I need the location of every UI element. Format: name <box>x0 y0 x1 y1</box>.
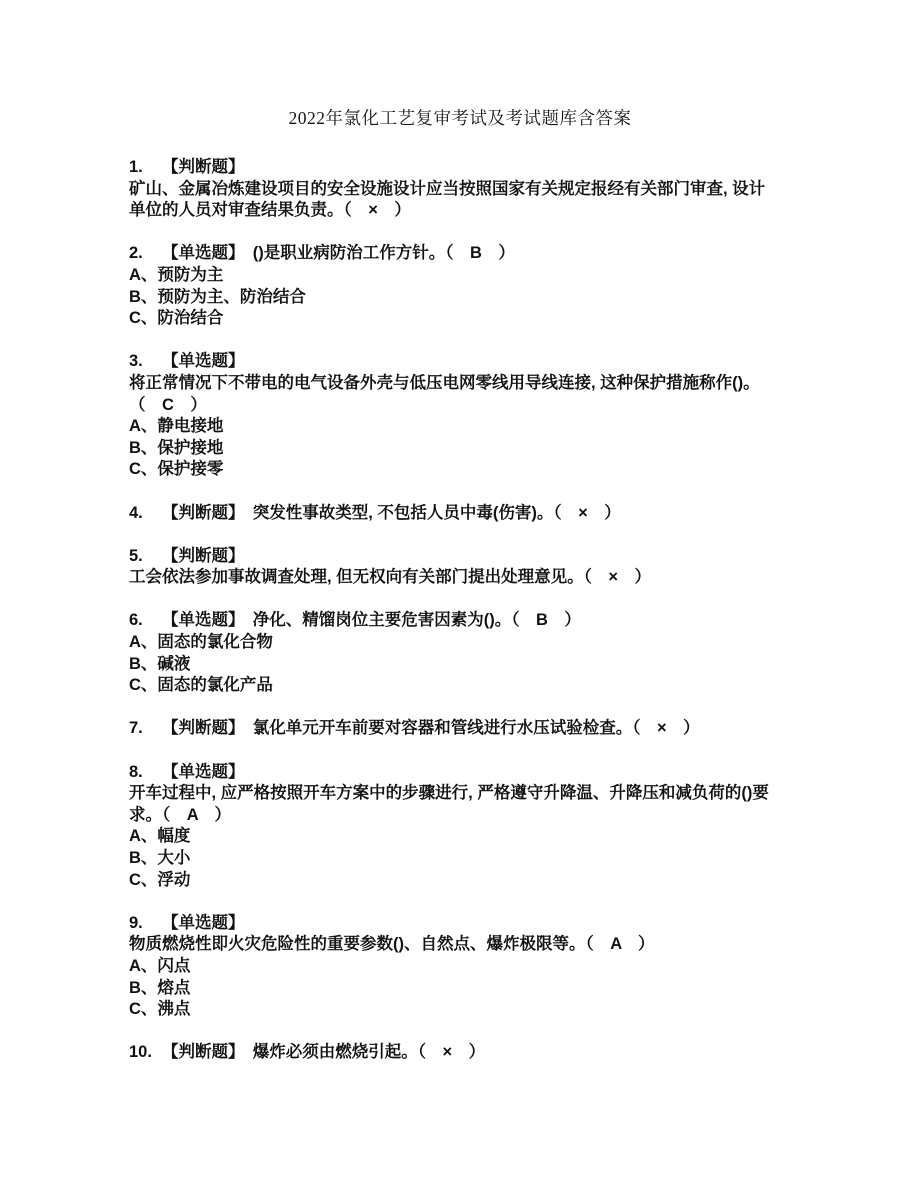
question-head-line <box>129 762 791 784</box>
question-head-line <box>129 503 791 525</box>
questions-list <box>129 157 791 1064</box>
question-line: 物质燃烧性即火灾危险性的重要参数()、自然点、爆炸极限等。（ A ） <box>129 935 655 954</box>
question-type-and-stem: 【单选题】 <box>162 913 245 932</box>
question-line: 工会依法参加事故调查处理, 但无权向有关部门提出处理意见。（ × ） <box>129 568 652 587</box>
question-type-and-stem: 【单选题】 <box>162 352 245 371</box>
question-line: 求。（ A ） <box>129 805 232 824</box>
question-9 <box>129 913 791 1021</box>
question-line: C、防治结合 <box>129 309 224 328</box>
question-number: 9. <box>129 913 143 932</box>
question-line: C、保护接零 <box>129 460 224 479</box>
question-line: A、静电接地 <box>129 417 224 436</box>
question-1 <box>129 157 791 222</box>
question-number: 4. <box>129 503 143 522</box>
question-5 <box>129 546 791 589</box>
question-3 <box>129 351 791 481</box>
question-4 <box>129 503 791 525</box>
question-line: C、浮动 <box>129 870 191 889</box>
question-number: 2. <box>129 244 143 263</box>
question-number: 1. <box>129 158 143 176</box>
question-line: C、固态的氯化产品 <box>129 676 273 695</box>
question-line: B、熔点 <box>129 978 191 997</box>
question-type-and-stem: 【单选题】 <box>162 762 245 781</box>
question-head-line <box>129 351 791 373</box>
question-line: B、预防为主、防治结合 <box>129 287 306 306</box>
question-type-and-stem: 【判断题】 <box>162 158 245 176</box>
question-7 <box>129 718 791 740</box>
question-head-line <box>129 546 791 568</box>
question-number: 5. <box>129 546 143 565</box>
question-line: （ C ） <box>129 395 207 414</box>
question-head-line <box>129 1042 791 1064</box>
page-title: 2022年氯化工艺复审考试及考试题库含答案 <box>288 108 632 128</box>
question-line: A、闪点 <box>129 956 191 975</box>
question-head-line <box>129 243 791 265</box>
question-number: 7. <box>129 719 143 738</box>
question-line: A、固态的氯化合物 <box>129 633 273 652</box>
question-line: 开车过程中, 应严格按照开车方案中的步骤进行, 严格遵守升降温、升降压和减负荷的()要 <box>129 784 769 803</box>
question-type-and-stem: 【单选题】 ()是职业病防治工作方针。（ B ） <box>162 244 515 263</box>
question-number: 6. <box>129 611 143 630</box>
question-6 <box>129 610 791 696</box>
question-8 <box>129 762 791 892</box>
question-type-and-stem: 【判断题】 <box>162 546 245 565</box>
question-10 <box>129 1042 791 1064</box>
question-2 <box>129 243 791 329</box>
question-type-and-stem: 【单选题】 净化、精馏岗位主要危害因素为()。（ B ） <box>162 611 581 630</box>
question-line: A、预防为主 <box>129 265 224 284</box>
question-head-line <box>129 610 791 632</box>
question-line: 单位的人员对审查结果负责。（ × ） <box>129 201 411 220</box>
question-line: B、大小 <box>129 849 191 867</box>
question-line: A、幅度 <box>129 827 191 846</box>
question-number: 10. <box>129 1043 152 1062</box>
question-line: 将正常情况下不带电的电气设备外壳与低压电网零线用导线连接, 这种保护措施称作()。 <box>129 373 760 392</box>
question-line: B、保护接地 <box>129 438 224 457</box>
question-line: B、碱液 <box>129 654 191 673</box>
question-number: 8. <box>129 762 143 781</box>
question-line: 矿山、金属冶炼建设项目的安全设施设计应当按照国家有关规定报经有关部门审查, 设计 <box>129 179 766 198</box>
question-type-and-stem: 【判断题】 突发性事故类型, 不包括人员中毒(伤害)。（ × ） <box>162 503 621 522</box>
question-type-and-stem: 【判断题】 氯化单元开车前要对容器和管线进行水压试验检查。（ × ） <box>162 719 700 738</box>
question-type-and-stem: 【判断题】 爆炸必须由燃烧引起。（ × ） <box>162 1043 486 1062</box>
question-head-line <box>129 718 791 740</box>
question-head-line <box>129 157 791 179</box>
question-number: 3. <box>129 352 143 371</box>
question-line: C、沸点 <box>129 1000 191 1019</box>
question-head-line <box>129 913 791 935</box>
